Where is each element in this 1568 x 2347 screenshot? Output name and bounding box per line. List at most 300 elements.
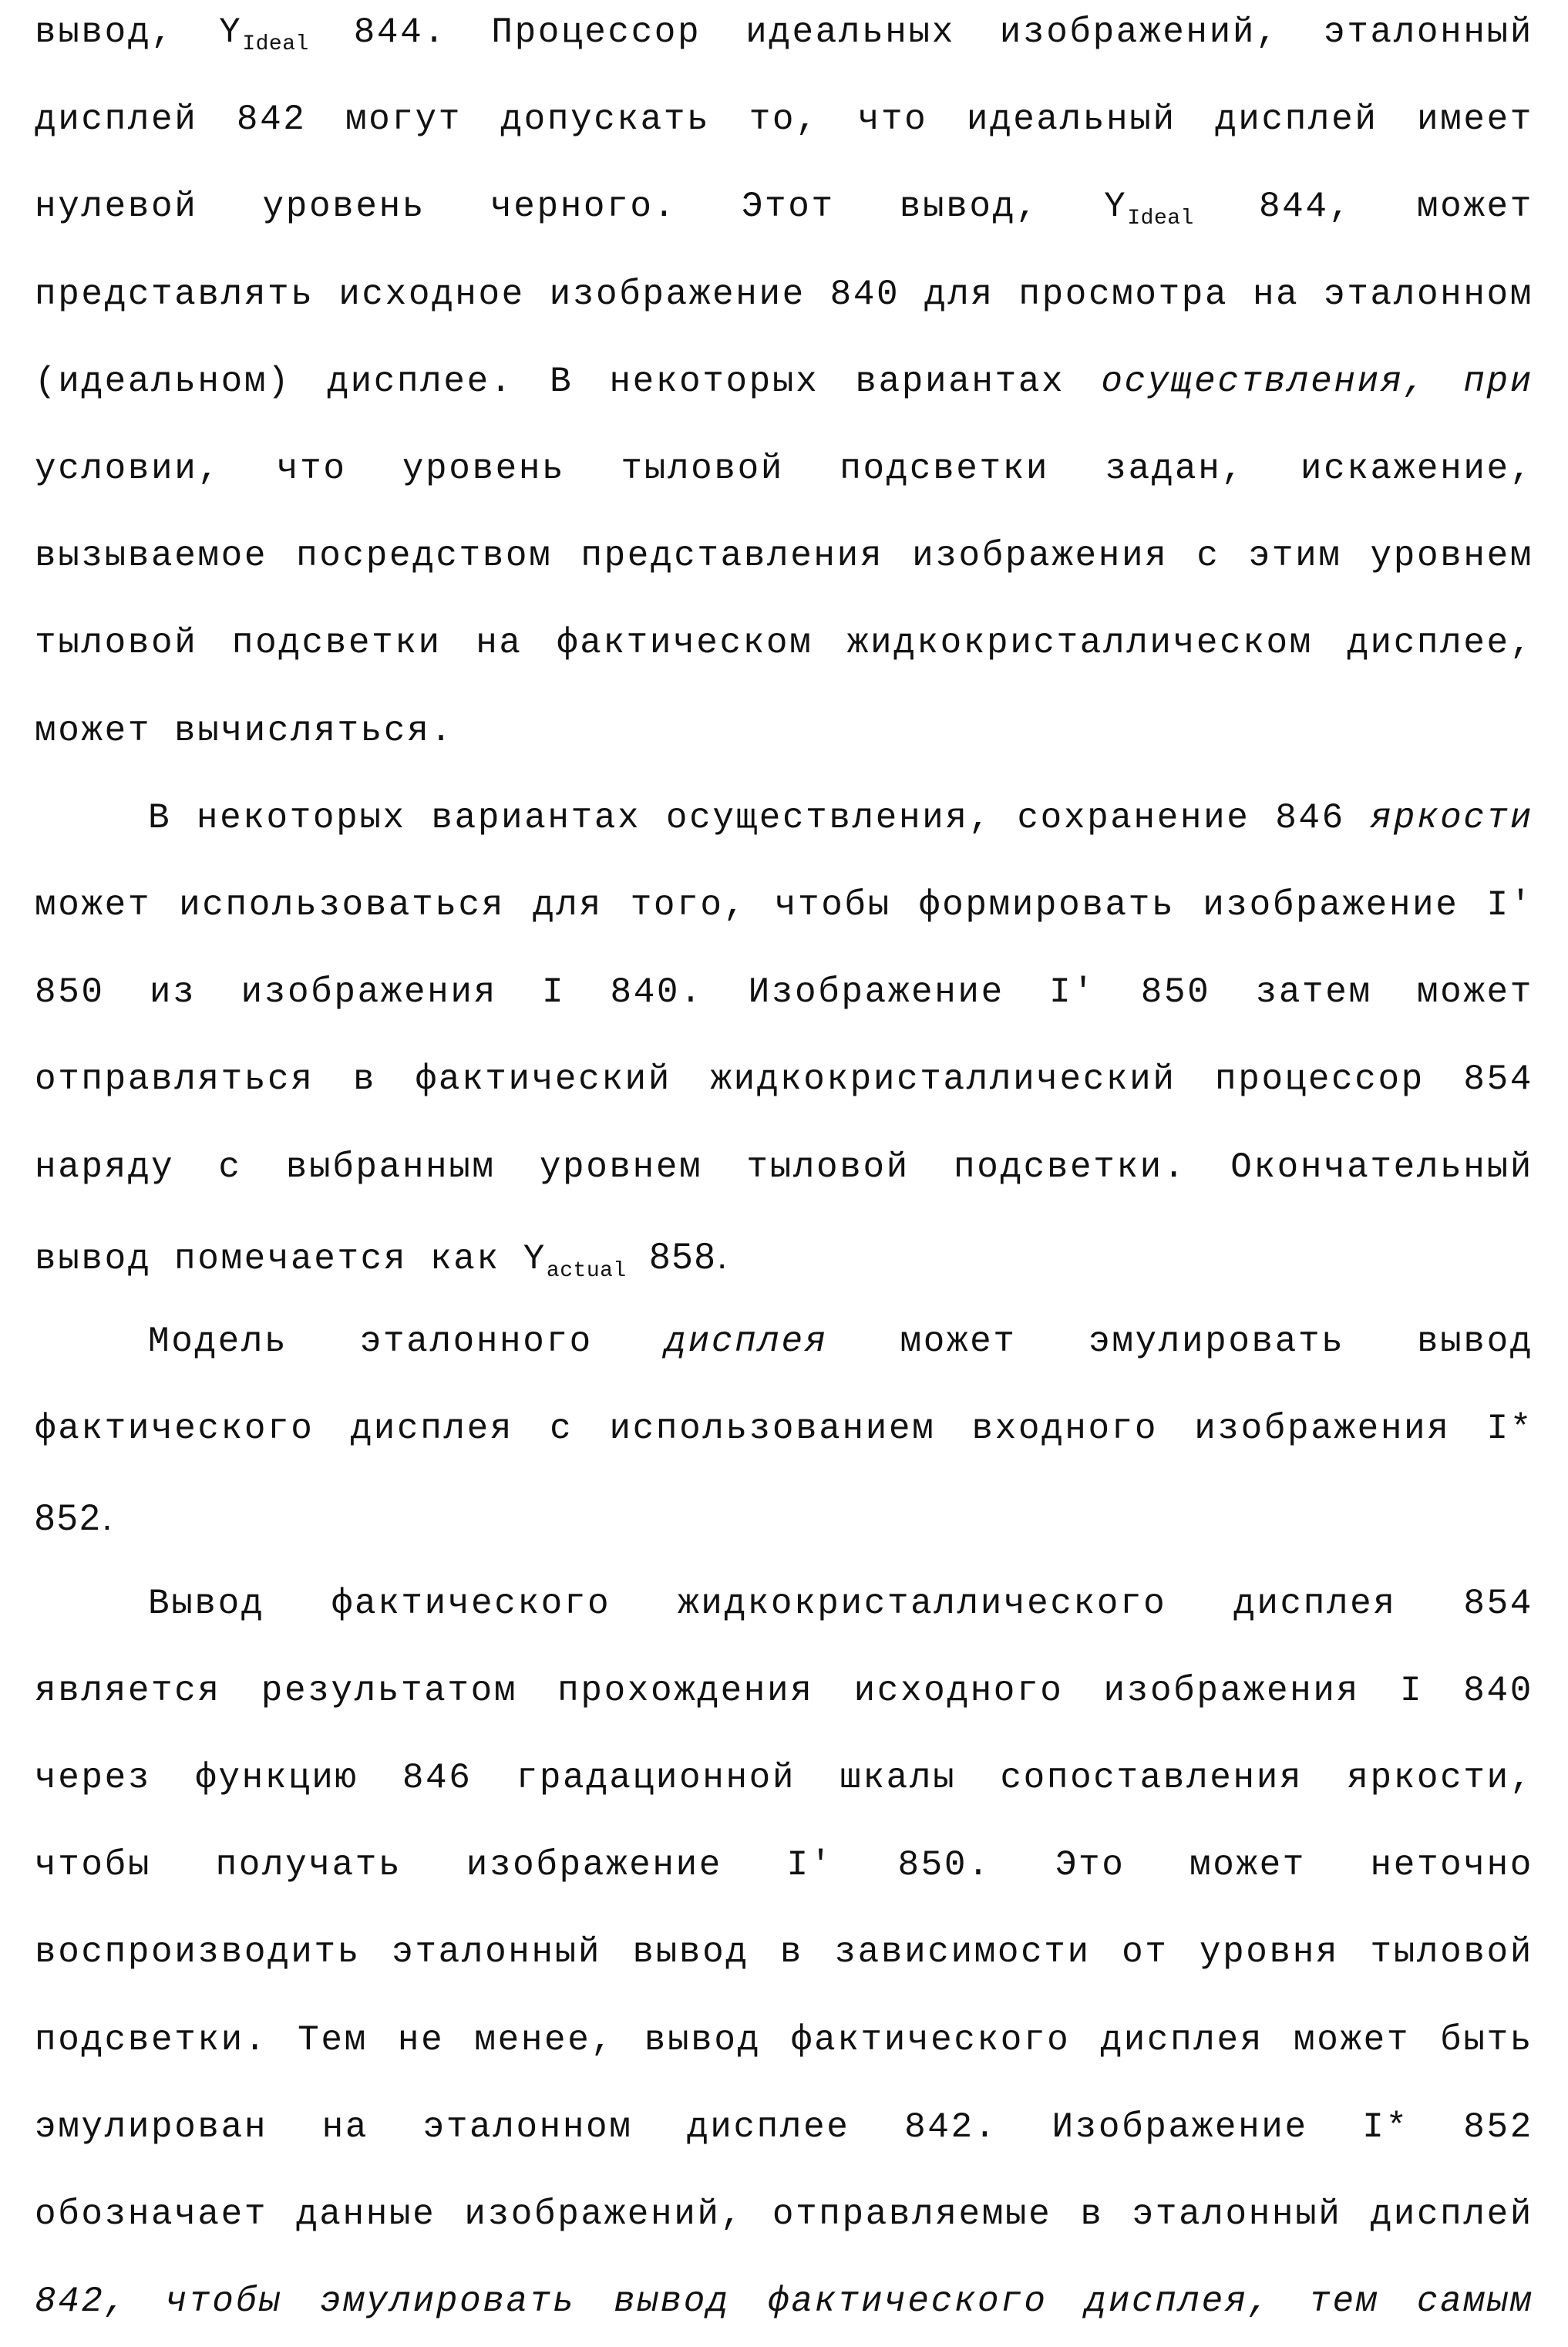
word — [1000, 1758, 1303, 1798]
text-segment: эталонного — [359, 1322, 593, 1362]
word — [780, 1932, 803, 1972]
text-line — [35, 1671, 1533, 1725]
text-segment: для — [533, 885, 603, 925]
word — [1122, 1932, 1168, 1972]
text-segment: уровня — [1199, 1932, 1340, 1972]
word — [609, 362, 819, 402]
word — [1189, 1845, 1306, 1885]
text-line — [35, 1059, 1533, 1113]
text-segment: I' — [1486, 885, 1533, 925]
word — [35, 1496, 114, 1541]
word — [791, 2020, 1070, 2060]
word — [855, 362, 1065, 402]
text-segment: Процессор — [491, 12, 702, 52]
text-segment: тем — [1309, 2281, 1379, 2322]
text-segment: жидкокристаллический — [710, 1059, 1176, 1099]
word — [550, 1409, 573, 1449]
word — [557, 623, 813, 663]
word — [1194, 1409, 1450, 1449]
word — [431, 798, 641, 838]
word — [1347, 1758, 1533, 1798]
word — [320, 2281, 576, 2322]
text-segment: 840 — [829, 274, 900, 315]
word — [1132, 2194, 1342, 2234]
text-segment: эмулирован — [35, 2107, 268, 2147]
word — [174, 711, 453, 751]
word — [1215, 1059, 1425, 1099]
text-segment: Изображение — [748, 972, 1004, 1012]
text-segment: того, — [630, 885, 747, 925]
word — [35, 12, 174, 52]
word — [1089, 1322, 1344, 1362]
text-segment: подсветки. — [954, 1147, 1187, 1187]
word — [219, 12, 309, 56]
text-segment: вывод, — [899, 187, 1040, 227]
word — [174, 1239, 407, 1279]
text-line — [35, 1234, 1533, 1288]
text-segment: тыловой — [621, 449, 784, 489]
word — [854, 1671, 1064, 1711]
word — [263, 187, 426, 227]
word — [35, 1845, 151, 1885]
word — [1309, 2281, 1379, 2322]
text-segment: вариантах — [855, 362, 1065, 402]
word — [1101, 362, 1427, 402]
text-segment: I — [542, 972, 566, 1012]
text-segment: Y — [1104, 187, 1128, 227]
word — [1371, 2194, 1533, 2234]
text-segment: задан, — [1105, 449, 1245, 489]
word — [858, 99, 928, 140]
word — [1463, 1059, 1533, 1099]
word — [1200, 1932, 1339, 1972]
text-segment: нулевой — [35, 187, 198, 227]
text-segment: фактический — [415, 1059, 671, 1099]
word — [491, 12, 701, 52]
text-segment: эталонном — [1324, 274, 1533, 315]
word — [286, 1147, 496, 1187]
text-segment: 850 — [35, 972, 105, 1012]
word — [1417, 187, 1533, 227]
text-line — [35, 187, 1533, 241]
word — [1324, 274, 1533, 315]
subscript-text: Ideal — [1127, 207, 1194, 231]
text-segment: при — [1463, 362, 1533, 402]
word — [345, 99, 462, 140]
word — [1400, 1671, 1423, 1711]
word — [924, 274, 994, 315]
text-segment: вывод, — [35, 12, 175, 52]
text-segment: тыловой — [746, 1147, 910, 1187]
text-segment: Это — [1055, 1845, 1126, 1885]
text-segment: (идеальном) — [35, 362, 291, 402]
text-segment: дисплея, — [1085, 2281, 1272, 2322]
text-segment: Тем — [298, 2020, 368, 2060]
word — [296, 536, 552, 576]
text-segment: как — [430, 1239, 500, 1279]
word — [35, 1932, 361, 1972]
text-segment: чтобы — [35, 1845, 152, 1885]
text-segment: изображений, — [999, 12, 1280, 52]
word — [919, 885, 1175, 925]
word — [523, 1239, 627, 1283]
word — [35, 1147, 174, 1187]
word — [775, 885, 891, 925]
text-segment: обозначает — [35, 2194, 268, 2234]
word — [1417, 1322, 1533, 1362]
text-segment: в — [352, 1059, 377, 1099]
text-segment: в — [779, 1932, 804, 1972]
text-segment: 846 — [1275, 798, 1345, 838]
word — [830, 274, 900, 315]
text-line — [35, 2107, 1533, 2161]
word — [322, 2107, 368, 2147]
text-segment: данные — [296, 2194, 436, 2234]
word — [1249, 536, 1342, 576]
text-segment: 854 — [1463, 1059, 1533, 1099]
word — [500, 99, 710, 140]
word — [296, 2194, 436, 2234]
word — [1487, 885, 1533, 925]
word — [166, 2281, 282, 2322]
text-segment: затем — [1255, 972, 1372, 1012]
word — [666, 798, 992, 838]
word — [35, 449, 221, 489]
text-segment: дисплее — [687, 2107, 850, 2147]
word — [1371, 1845, 1533, 1885]
word — [35, 2194, 268, 2234]
word — [847, 623, 1313, 663]
word — [897, 1845, 991, 1885]
word — [533, 885, 603, 925]
word — [398, 2020, 444, 2060]
word — [1196, 536, 1220, 576]
word — [35, 623, 197, 663]
text-segment: на — [476, 623, 523, 663]
text-segment: 842, — [35, 2281, 128, 2322]
text-segment: 844. — [353, 12, 447, 52]
text-segment: дисплее. — [327, 362, 513, 402]
text-segment: уровень — [262, 187, 426, 227]
text-segment: дисплея — [1100, 2020, 1263, 2060]
word — [1233, 1584, 1396, 1624]
word — [710, 1059, 1176, 1099]
text-segment: осуществления, — [665, 798, 992, 838]
text-segment: дисплей — [35, 99, 198, 140]
word — [476, 623, 522, 663]
text-segment: эталонный — [1324, 12, 1533, 52]
word — [1203, 885, 1459, 925]
word — [1104, 187, 1194, 231]
word — [840, 449, 1049, 489]
text-line — [35, 2194, 1533, 2248]
text-segment: вывод — [1416, 1322, 1533, 1362]
text-segment: дисплее, — [1347, 623, 1533, 663]
text-segment: дисплей — [1215, 99, 1378, 140]
word — [197, 798, 406, 838]
text-line — [35, 972, 1533, 1026]
text-segment: тыловой — [1370, 1932, 1533, 1972]
word — [35, 362, 291, 402]
text-line — [35, 1932, 1533, 1986]
word — [35, 2020, 268, 2060]
word — [900, 187, 1039, 227]
text-segment: идеальный — [966, 99, 1176, 140]
text-segment: может — [1189, 1845, 1307, 1885]
word — [614, 2281, 730, 2322]
word — [237, 99, 307, 140]
text-segment: дисплея — [1233, 1584, 1397, 1624]
word — [464, 2194, 743, 2234]
text-segment: Окончательный — [1230, 1147, 1533, 1187]
word — [1085, 2281, 1272, 2322]
word — [1256, 972, 1372, 1012]
word — [1215, 99, 1378, 140]
text-segment: воспроизводить — [35, 1932, 361, 1972]
word — [35, 187, 197, 227]
word — [261, 1671, 517, 1711]
text-segment: 852 — [1463, 2107, 1533, 2147]
word — [1141, 972, 1211, 1012]
text-line — [148, 1584, 1533, 1638]
text-line — [35, 1845, 1533, 1899]
text-segment: уровень — [402, 449, 566, 489]
word — [298, 2020, 368, 2060]
text-segment: имеет — [1416, 99, 1533, 140]
word — [35, 2281, 128, 2322]
text-segment: из — [149, 972, 197, 1012]
word — [1055, 1845, 1126, 1885]
text-segment: неточно — [1370, 1845, 1533, 1885]
text-segment: вызываемое — [35, 536, 268, 576]
word — [466, 1845, 722, 1885]
text-segment: подсветки. — [35, 2020, 268, 2060]
text-segment: фактического — [331, 1584, 611, 1624]
text-segment: 850. — [897, 1845, 991, 1885]
word — [768, 2281, 1047, 2322]
text-segment: I' — [1049, 972, 1096, 1012]
text-segment: вывод — [614, 2281, 731, 2322]
text-segment: Этот — [741, 187, 835, 227]
word — [423, 2107, 633, 2147]
word — [834, 1932, 1090, 1972]
text-segment: жидкокристаллическом — [846, 623, 1313, 663]
text-segment: прохождения — [557, 1671, 814, 1711]
text-segment: формировать — [918, 885, 1176, 925]
text-segment: В — [550, 362, 574, 402]
text-segment: представлять — [35, 274, 315, 315]
word — [1018, 274, 1228, 315]
word — [687, 2107, 850, 2147]
word — [742, 187, 835, 227]
text-segment: изображения — [912, 536, 1169, 576]
text-segment: I' — [786, 1845, 833, 1885]
text-segment: осуществления, — [1101, 362, 1428, 402]
text-segment: 850 — [1140, 972, 1211, 1012]
word — [402, 1758, 473, 1798]
text-segment: дисплея — [350, 1409, 514, 1449]
text-segment: I — [1399, 1671, 1424, 1711]
word — [678, 1584, 1166, 1624]
word — [1371, 536, 1533, 576]
text-segment: эмулировать — [319, 2281, 577, 2322]
word — [621, 449, 784, 489]
text-segment: вариантах — [431, 798, 641, 838]
word — [35, 711, 151, 751]
text-segment: I* — [1362, 2107, 1409, 2147]
text-segment: 858. — [649, 1235, 730, 1276]
text-line — [35, 449, 1533, 503]
word — [148, 1584, 264, 1624]
text-segment: жидкокристаллического — [678, 1584, 1167, 1624]
text-segment: эмулировать — [1089, 1322, 1345, 1362]
text-segment: изображение — [549, 274, 806, 315]
text-segment: менее, — [474, 2020, 614, 2060]
text-segment: может — [1294, 2020, 1411, 2060]
text-segment: могут — [345, 99, 462, 140]
text-segment: на — [1252, 274, 1300, 315]
word — [1463, 362, 1533, 402]
text-segment: 840. — [610, 972, 704, 1012]
text-segment: может — [35, 885, 152, 925]
word — [1370, 798, 1533, 838]
text-segment: просмотра — [1018, 274, 1229, 315]
text-segment: уровнем — [539, 1147, 703, 1187]
text-segment: 842 — [236, 99, 307, 140]
text-line — [35, 536, 1533, 590]
text-segment: идеальных — [745, 12, 955, 52]
word — [327, 362, 513, 402]
word — [1417, 972, 1533, 1012]
text-segment: Модель — [148, 1322, 288, 1362]
word — [430, 1239, 500, 1279]
word — [745, 12, 955, 52]
text-segment: эталонный — [1132, 2194, 1342, 2234]
word — [150, 972, 196, 1012]
word — [1463, 1671, 1533, 1711]
text-segment: искажение, — [1300, 449, 1533, 489]
word — [35, 1409, 314, 1449]
text-segment: допускать — [500, 99, 711, 140]
text-segment: может — [1416, 972, 1533, 1012]
word — [1052, 2107, 1307, 2147]
text-segment: представления — [580, 536, 884, 576]
subscript-text: actual — [546, 1259, 627, 1283]
word — [557, 1671, 813, 1711]
text-segment: входного — [971, 1409, 1159, 1449]
word — [1253, 274, 1299, 315]
text-segment: может — [900, 1322, 1017, 1362]
word — [392, 1932, 601, 1972]
text-segment: с — [1196, 536, 1220, 576]
word — [416, 1059, 671, 1099]
text-segment: с — [550, 1409, 574, 1449]
text-line — [35, 1758, 1533, 1812]
text-segment: использованием — [609, 1409, 936, 1449]
word — [1049, 972, 1095, 1012]
text-line — [35, 885, 1533, 939]
word — [967, 99, 1176, 140]
word — [402, 449, 565, 489]
word — [1275, 798, 1345, 838]
text-segment: градационной — [516, 1758, 796, 1798]
word — [351, 1409, 513, 1449]
text-segment: что — [857, 99, 928, 140]
word — [1300, 449, 1533, 489]
text-line — [148, 1322, 1533, 1376]
text-segment: исходное — [338, 274, 525, 315]
text-segment: отправляться — [35, 1059, 315, 1099]
text-segment: чтобы — [165, 2281, 282, 2322]
text-segment: фактическом — [557, 623, 813, 663]
word — [35, 1059, 314, 1099]
text-segment: подсветки — [840, 449, 1050, 489]
text-segment: 844, — [1258, 187, 1352, 227]
word — [1105, 449, 1244, 489]
text-segment: 846 — [402, 1758, 473, 1798]
word — [1463, 1584, 1533, 1624]
word — [746, 1147, 909, 1187]
text-segment: дисплей — [1370, 2194, 1533, 2234]
word — [1000, 12, 1279, 52]
word — [1463, 2107, 1533, 2147]
text-segment: функцию — [195, 1758, 358, 1798]
word — [1487, 1409, 1533, 1449]
text-line — [35, 711, 1533, 765]
word — [353, 1059, 376, 1099]
text-segment: чтобы — [774, 885, 891, 925]
text-segment: вывод — [644, 2020, 761, 2060]
word — [611, 972, 704, 1012]
word — [1017, 798, 1250, 838]
word — [632, 1932, 749, 1972]
text-line — [35, 1496, 1533, 1550]
word — [360, 1322, 593, 1362]
word — [1259, 187, 1352, 227]
word — [540, 1147, 702, 1187]
word — [35, 1239, 151, 1279]
word — [1104, 1671, 1360, 1711]
word — [749, 972, 1004, 1012]
word — [516, 1758, 796, 1798]
word — [277, 449, 347, 489]
word — [971, 1409, 1158, 1449]
text-segment: на — [321, 2107, 369, 2147]
text-segment: условии, — [35, 449, 221, 489]
word — [1440, 2020, 1533, 2060]
word — [1417, 99, 1533, 140]
word — [338, 274, 525, 315]
text-segment: отправляемые — [772, 2194, 1052, 2234]
word — [148, 798, 171, 838]
word — [904, 2107, 998, 2147]
word — [954, 1147, 1186, 1187]
text-segment: 854 — [1463, 1584, 1533, 1624]
text-segment: изображения — [1103, 1671, 1360, 1711]
word — [241, 972, 497, 1012]
word — [35, 2107, 268, 2147]
text-segment: шкалы — [840, 1758, 957, 1798]
text-segment: изображение — [1203, 885, 1459, 925]
word — [1230, 1147, 1533, 1187]
word — [218, 1147, 241, 1187]
word — [1080, 2194, 1103, 2234]
text-segment: изображения — [1194, 1409, 1451, 1449]
word — [148, 1322, 288, 1362]
text-segment: некоторых — [609, 362, 819, 402]
word — [631, 885, 747, 925]
text-line — [35, 12, 1533, 66]
